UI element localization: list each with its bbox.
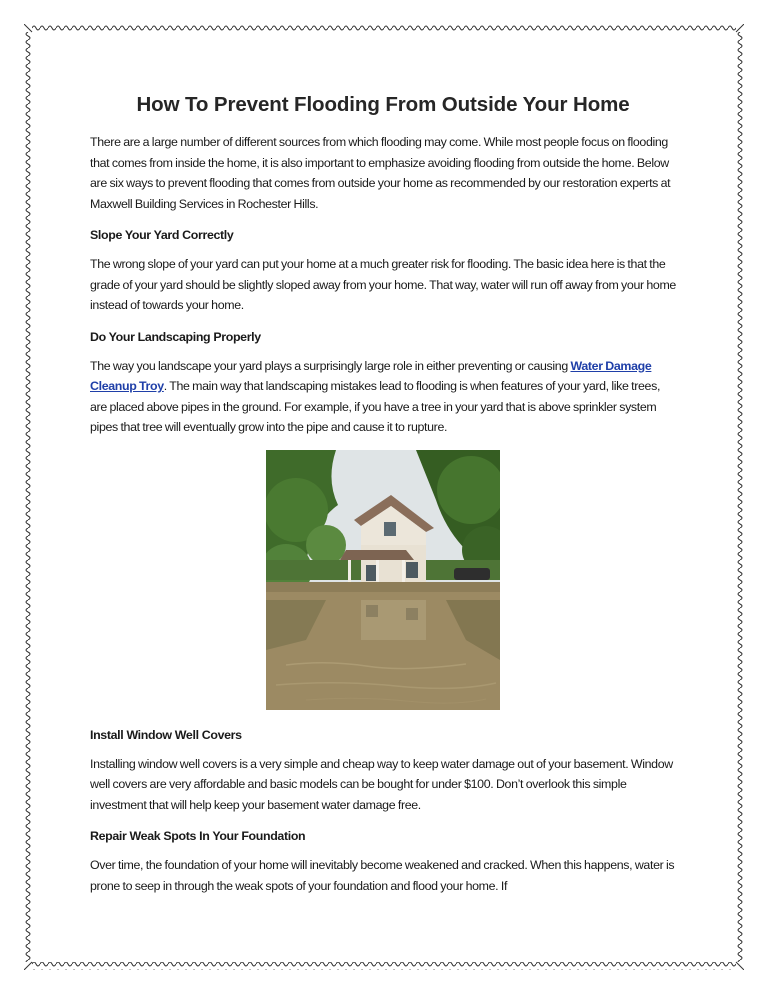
section-heading-slope: Slope Your Yard Correctly — [90, 228, 234, 242]
section-body-landscaping — [90, 356, 676, 438]
page-title: How To Prevent Flooding From Outside Your Home — [136, 93, 630, 116]
section-heading-window-well: Install Window Well Covers — [90, 727, 242, 742]
section-body-foundation: Over time, the foundation of your home will inevitably become weakened and cracked. When this happens, water is prone to seep in through the weak spots of your foundation and flood your home. If — [90, 858, 675, 893]
flooded-house-photo — [266, 450, 500, 710]
section-heading-landscaping: Do Your Landscaping Properly — [90, 329, 261, 344]
landscaping-text-after: . The main way that landscaping mistakes lead to flooding is when features of your yard, like trees, are placed above pipes in the ground. For example, if you have a tree in your yard that is above sprinkler system pipes that tree will eventually grow into the pipe and cause it to rupture. — [90, 379, 661, 434]
intro-paragraph: There are a large number of different sources from which flooding may come. While most people focus on flooding that comes from inside the home, it is also important to emphasize avoiding flooding from outside the home. Below are six ways to prevent flooding that comes from outside your home as recommended by our restoration experts at Maxwell Building Services in Rochester Hills. — [90, 135, 671, 211]
landscaping-text-before: The way you landscape your yard plays a surprisingly large role in either preventing or causing — [90, 358, 571, 373]
article — [90, 92, 676, 908]
water-damage-cleanup-link[interactable]: Water Damage Cleanup Troy — [90, 358, 652, 393]
section-body-slope: The wrong slope of your yard can put your home at a much greater risk for flooding. The basic idea here is that the grade of your yard should be slightly sloped away from your home. That way, water will run off away from your home instead of towards your home. — [90, 257, 676, 312]
section-body-window-well: Installing window well covers is a very simple and cheap way to keep water damage out of your basement. Window well covers are very affordable and basic models can be bought for under $100. Don’t overlook this simple investment that will help keep your basement water damage free. — [90, 756, 673, 812]
photo-container — [90, 450, 676, 710]
section-heading-foundation: Repair Weak Spots In Your Foundation — [90, 829, 306, 843]
